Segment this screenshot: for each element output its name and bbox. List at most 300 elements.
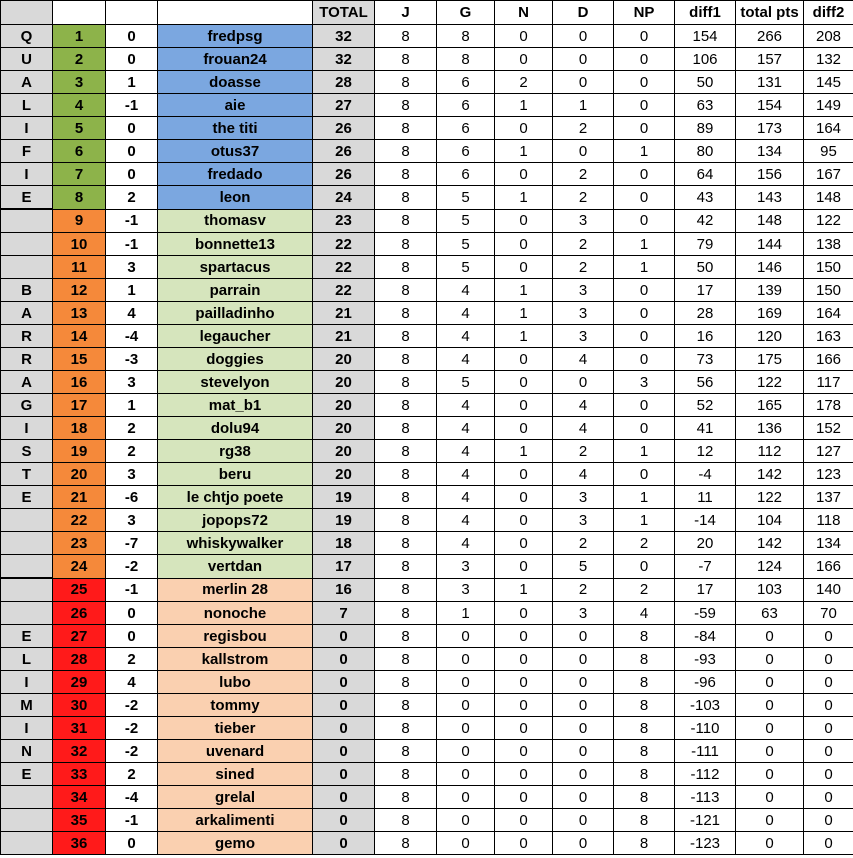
group-label-letter <box>1 602 53 625</box>
n-cell: 0 <box>495 694 553 717</box>
j-cell: 8 <box>375 486 437 509</box>
rank-cell: 20 <box>53 463 106 486</box>
movement-cell: 3 <box>106 371 158 394</box>
diff1-cell: 52 <box>675 394 736 417</box>
player-name-cell: nonoche <box>158 602 313 625</box>
diff2-cell: 122 <box>804 209 853 233</box>
np-cell: 0 <box>614 117 675 140</box>
g-cell: 8 <box>437 48 495 71</box>
diff2-cell: 148 <box>804 186 853 210</box>
rank-cell: 28 <box>53 648 106 671</box>
j-cell: 8 <box>375 786 437 809</box>
n-cell: 0 <box>495 555 553 579</box>
diff2-cell: 140 <box>804 578 853 602</box>
diff2-cell: 163 <box>804 325 853 348</box>
movement-cell: 0 <box>106 602 158 625</box>
rank-cell: 23 <box>53 532 106 555</box>
total-pts-cell: 144 <box>736 233 804 256</box>
total-cell: 0 <box>313 671 375 694</box>
player-name-cell: doggies <box>158 348 313 371</box>
group-label-letter: M <box>1 694 53 717</box>
movement-cell: -1 <box>106 233 158 256</box>
g-cell: 0 <box>437 740 495 763</box>
table-row <box>1 371 853 394</box>
total-cell: 20 <box>313 463 375 486</box>
d-cell: 4 <box>553 348 614 371</box>
n-cell: 0 <box>495 25 553 48</box>
group-label-letter: T <box>1 463 53 486</box>
total-pts-cell: 136 <box>736 417 804 440</box>
player-name-cell: frouan24 <box>158 48 313 71</box>
j-cell: 8 <box>375 117 437 140</box>
rank-cell: 32 <box>53 740 106 763</box>
j-cell: 8 <box>375 463 437 486</box>
n-cell: 0 <box>495 463 553 486</box>
g-cell: 5 <box>437 233 495 256</box>
rank-cell: 5 <box>53 117 106 140</box>
player-name-cell: le chtjo poete <box>158 486 313 509</box>
diff1-cell: -7 <box>675 555 736 579</box>
n-cell: 0 <box>495 717 553 740</box>
player-name-cell: fredado <box>158 163 313 186</box>
diff2-cell: 0 <box>804 740 853 763</box>
j-cell: 8 <box>375 763 437 786</box>
g-cell: 4 <box>437 509 495 532</box>
diff1-cell: -121 <box>675 809 736 832</box>
g-cell: 4 <box>437 440 495 463</box>
player-name-cell: merlin 28 <box>158 578 313 602</box>
d-cell: 2 <box>553 256 614 279</box>
group-label-letter <box>1 832 53 855</box>
total-cell: 21 <box>313 302 375 325</box>
np-cell: 8 <box>614 763 675 786</box>
j-cell: 8 <box>375 233 437 256</box>
total-pts-cell: 131 <box>736 71 804 94</box>
total-pts-cell: 0 <box>736 671 804 694</box>
j-cell: 8 <box>375 186 437 210</box>
group-label-letter: I <box>1 417 53 440</box>
d-cell: 0 <box>553 625 614 648</box>
diff2-cell: 137 <box>804 486 853 509</box>
n-cell: 0 <box>495 486 553 509</box>
total-pts-cell: 0 <box>736 832 804 855</box>
header-rank <box>53 1 106 25</box>
total-pts-cell: 0 <box>736 786 804 809</box>
group-label-letter: A <box>1 371 53 394</box>
movement-cell: 0 <box>106 25 158 48</box>
rank-cell: 10 <box>53 233 106 256</box>
np-cell: 0 <box>614 302 675 325</box>
g-cell: 6 <box>437 94 495 117</box>
table-row <box>1 694 853 717</box>
rank-cell: 30 <box>53 694 106 717</box>
table-row <box>1 140 853 163</box>
diff1-cell: 28 <box>675 302 736 325</box>
diff2-cell: 0 <box>804 694 853 717</box>
np-cell: 1 <box>614 233 675 256</box>
j-cell: 8 <box>375 348 437 371</box>
rank-cell: 36 <box>53 832 106 855</box>
g-cell: 4 <box>437 417 495 440</box>
g-cell: 1 <box>437 602 495 625</box>
j-cell: 8 <box>375 394 437 417</box>
np-cell: 0 <box>614 209 675 233</box>
total-cell: 0 <box>313 740 375 763</box>
table-row <box>1 648 853 671</box>
diff1-cell: -111 <box>675 740 736 763</box>
total-cell: 22 <box>313 256 375 279</box>
header-g: G <box>437 1 495 25</box>
player-name-cell: dolu94 <box>158 417 313 440</box>
table-row <box>1 671 853 694</box>
table-row <box>1 94 853 117</box>
player-name-cell: pailladinho <box>158 302 313 325</box>
diff2-cell: 0 <box>804 763 853 786</box>
diff2-cell: 138 <box>804 233 853 256</box>
player-name-cell: lubo <box>158 671 313 694</box>
d-cell: 4 <box>553 417 614 440</box>
total-cell: 22 <box>313 233 375 256</box>
g-cell: 5 <box>437 256 495 279</box>
g-cell: 0 <box>437 809 495 832</box>
diff2-cell: 70 <box>804 602 853 625</box>
group-label-letter: F <box>1 140 53 163</box>
rank-cell: 24 <box>53 555 106 579</box>
diff1-cell: 64 <box>675 163 736 186</box>
diff2-cell: 118 <box>804 509 853 532</box>
diff1-cell: 80 <box>675 140 736 163</box>
n-cell: 0 <box>495 532 553 555</box>
total-pts-cell: 0 <box>736 625 804 648</box>
table-row <box>1 117 853 140</box>
j-cell: 8 <box>375 694 437 717</box>
rank-cell: 25 <box>53 578 106 602</box>
diff2-cell: 123 <box>804 463 853 486</box>
table-row <box>1 325 853 348</box>
np-cell: 0 <box>614 417 675 440</box>
table-row <box>1 302 853 325</box>
total-cell: 20 <box>313 417 375 440</box>
movement-cell: -6 <box>106 486 158 509</box>
header-total: TOTAL <box>313 1 375 25</box>
diff2-cell: 132 <box>804 48 853 71</box>
total-pts-cell: 120 <box>736 325 804 348</box>
j-cell: 8 <box>375 809 437 832</box>
g-cell: 6 <box>437 71 495 94</box>
total-pts-cell: 0 <box>736 763 804 786</box>
total-pts-cell: 154 <box>736 94 804 117</box>
g-cell: 4 <box>437 279 495 302</box>
diff1-cell: 41 <box>675 417 736 440</box>
g-cell: 4 <box>437 348 495 371</box>
header-n: N <box>495 1 553 25</box>
table-row <box>1 717 853 740</box>
diff2-cell: 0 <box>804 671 853 694</box>
player-name-cell: gemo <box>158 832 313 855</box>
movement-cell: 0 <box>106 625 158 648</box>
total-pts-cell: 175 <box>736 348 804 371</box>
d-cell: 0 <box>553 763 614 786</box>
j-cell: 8 <box>375 163 437 186</box>
diff1-cell: -112 <box>675 763 736 786</box>
j-cell: 8 <box>375 555 437 579</box>
rank-cell: 26 <box>53 602 106 625</box>
g-cell: 0 <box>437 763 495 786</box>
movement-cell: 4 <box>106 671 158 694</box>
d-cell: 4 <box>553 394 614 417</box>
player-name-cell: thomasv <box>158 209 313 233</box>
group-label-letter <box>1 509 53 532</box>
table-row <box>1 25 853 48</box>
movement-cell: 3 <box>106 463 158 486</box>
g-cell: 0 <box>437 694 495 717</box>
rank-cell: 3 <box>53 71 106 94</box>
g-cell: 0 <box>437 625 495 648</box>
total-pts-cell: 266 <box>736 25 804 48</box>
rank-cell: 34 <box>53 786 106 809</box>
d-cell: 2 <box>553 117 614 140</box>
np-cell: 8 <box>614 786 675 809</box>
player-name-cell: doasse <box>158 71 313 94</box>
player-name-cell: tieber <box>158 717 313 740</box>
d-cell: 3 <box>553 302 614 325</box>
j-cell: 8 <box>375 740 437 763</box>
diff1-cell: -4 <box>675 463 736 486</box>
total-cell: 32 <box>313 48 375 71</box>
n-cell: 0 <box>495 48 553 71</box>
d-cell: 2 <box>553 440 614 463</box>
np-cell: 8 <box>614 694 675 717</box>
movement-cell: -1 <box>106 209 158 233</box>
n-cell: 0 <box>495 625 553 648</box>
total-cell: 20 <box>313 348 375 371</box>
n-cell: 0 <box>495 740 553 763</box>
np-cell: 0 <box>614 325 675 348</box>
j-cell: 8 <box>375 140 437 163</box>
group-label-letter: Q <box>1 25 53 48</box>
diff1-cell: -103 <box>675 694 736 717</box>
total-pts-cell: 143 <box>736 186 804 210</box>
j-cell: 8 <box>375 602 437 625</box>
np-cell: 0 <box>614 94 675 117</box>
j-cell: 8 <box>375 302 437 325</box>
g-cell: 5 <box>437 186 495 210</box>
g-cell: 8 <box>437 25 495 48</box>
rank-cell: 35 <box>53 809 106 832</box>
n-cell: 0 <box>495 509 553 532</box>
diff1-cell: 79 <box>675 233 736 256</box>
g-cell: 3 <box>437 578 495 602</box>
d-cell: 0 <box>553 694 614 717</box>
player-name-cell: the titi <box>158 117 313 140</box>
movement-cell: 2 <box>106 648 158 671</box>
rank-cell: 29 <box>53 671 106 694</box>
n-cell: 1 <box>495 279 553 302</box>
j-cell: 8 <box>375 371 437 394</box>
d-cell: 0 <box>553 140 614 163</box>
d-cell: 0 <box>553 786 614 809</box>
movement-cell: -2 <box>106 694 158 717</box>
g-cell: 6 <box>437 117 495 140</box>
j-cell: 8 <box>375 625 437 648</box>
total-cell: 7 <box>313 602 375 625</box>
table-row <box>1 440 853 463</box>
rank-cell: 21 <box>53 486 106 509</box>
n-cell: 0 <box>495 117 553 140</box>
j-cell: 8 <box>375 832 437 855</box>
np-cell: 3 <box>614 371 675 394</box>
np-cell: 0 <box>614 163 675 186</box>
d-cell: 0 <box>553 48 614 71</box>
d-cell: 0 <box>553 809 614 832</box>
j-cell: 8 <box>375 509 437 532</box>
np-cell: 8 <box>614 625 675 648</box>
diff1-cell: 73 <box>675 348 736 371</box>
header-np: NP <box>614 1 675 25</box>
n-cell: 0 <box>495 209 553 233</box>
diff2-cell: 117 <box>804 371 853 394</box>
player-name-cell: fredpsg <box>158 25 313 48</box>
total-cell: 28 <box>313 71 375 94</box>
diff1-cell: 106 <box>675 48 736 71</box>
total-pts-cell: 142 <box>736 463 804 486</box>
diff1-cell: 63 <box>675 94 736 117</box>
player-name-cell: grelal <box>158 786 313 809</box>
rank-cell: 6 <box>53 140 106 163</box>
n-cell: 0 <box>495 671 553 694</box>
player-name-cell: legaucher <box>158 325 313 348</box>
g-cell: 3 <box>437 555 495 579</box>
j-cell: 8 <box>375 671 437 694</box>
d-cell: 0 <box>553 832 614 855</box>
rank-cell: 33 <box>53 763 106 786</box>
movement-cell: 0 <box>106 163 158 186</box>
diff2-cell: 0 <box>804 717 853 740</box>
table-row <box>1 48 853 71</box>
header-j: J <box>375 1 437 25</box>
total-pts-cell: 124 <box>736 555 804 579</box>
np-cell: 1 <box>614 440 675 463</box>
diff1-cell: 89 <box>675 117 736 140</box>
diff2-cell: 95 <box>804 140 853 163</box>
total-cell: 0 <box>313 717 375 740</box>
g-cell: 0 <box>437 671 495 694</box>
total-cell: 20 <box>313 440 375 463</box>
diff2-cell: 145 <box>804 71 853 94</box>
player-name-cell: mat_b1 <box>158 394 313 417</box>
diff1-cell: -59 <box>675 602 736 625</box>
n-cell: 0 <box>495 417 553 440</box>
player-name-cell: arkalimenti <box>158 809 313 832</box>
d-cell: 0 <box>553 740 614 763</box>
player-name-cell: spartacus <box>158 256 313 279</box>
total-cell: 18 <box>313 532 375 555</box>
total-pts-cell: 169 <box>736 302 804 325</box>
movement-cell: -2 <box>106 740 158 763</box>
g-cell: 4 <box>437 325 495 348</box>
n-cell: 0 <box>495 809 553 832</box>
group-label-letter: E <box>1 625 53 648</box>
n-cell: 1 <box>495 578 553 602</box>
np-cell: 8 <box>614 809 675 832</box>
diff2-cell: 0 <box>804 625 853 648</box>
table-row <box>1 532 853 555</box>
rank-cell: 18 <box>53 417 106 440</box>
diff2-cell: 167 <box>804 163 853 186</box>
player-name-cell: jopops72 <box>158 509 313 532</box>
j-cell: 8 <box>375 717 437 740</box>
diff1-cell: -113 <box>675 786 736 809</box>
rank-cell: 13 <box>53 302 106 325</box>
diff2-cell: 166 <box>804 555 853 579</box>
total-cell: 20 <box>313 394 375 417</box>
n-cell: 0 <box>495 648 553 671</box>
np-cell: 0 <box>614 279 675 302</box>
diff1-cell: 50 <box>675 71 736 94</box>
diff1-cell: -96 <box>675 671 736 694</box>
np-cell: 1 <box>614 509 675 532</box>
group-label-letter: B <box>1 279 53 302</box>
rank-cell: 4 <box>53 94 106 117</box>
group-label-letter: I <box>1 717 53 740</box>
n-cell: 1 <box>495 140 553 163</box>
n-cell: 0 <box>495 233 553 256</box>
diff2-cell: 150 <box>804 256 853 279</box>
total-cell: 19 <box>313 509 375 532</box>
table-row <box>1 233 853 256</box>
rank-cell: 19 <box>53 440 106 463</box>
group-label-letter <box>1 555 53 579</box>
movement-cell: 2 <box>106 417 158 440</box>
table-row <box>1 256 853 279</box>
np-cell: 8 <box>614 648 675 671</box>
n-cell: 1 <box>495 302 553 325</box>
d-cell: 0 <box>553 371 614 394</box>
player-name-cell: uvenard <box>158 740 313 763</box>
group-label-letter <box>1 809 53 832</box>
d-cell: 5 <box>553 555 614 579</box>
j-cell: 8 <box>375 209 437 233</box>
j-cell: 8 <box>375 94 437 117</box>
diff2-cell: 134 <box>804 532 853 555</box>
header-move <box>106 1 158 25</box>
np-cell: 0 <box>614 555 675 579</box>
movement-cell: -4 <box>106 786 158 809</box>
j-cell: 8 <box>375 325 437 348</box>
np-cell: 8 <box>614 740 675 763</box>
d-cell: 0 <box>553 671 614 694</box>
movement-cell: -1 <box>106 578 158 602</box>
header-row <box>1 1 853 25</box>
diff1-cell: 16 <box>675 325 736 348</box>
rank-cell: 8 <box>53 186 106 210</box>
group-label-letter: R <box>1 325 53 348</box>
rank-cell: 1 <box>53 25 106 48</box>
d-cell: 2 <box>553 233 614 256</box>
table-row <box>1 740 853 763</box>
d-cell: 3 <box>553 486 614 509</box>
total-pts-cell: 134 <box>736 140 804 163</box>
group-label-letter: I <box>1 163 53 186</box>
g-cell: 6 <box>437 140 495 163</box>
np-cell: 0 <box>614 186 675 210</box>
movement-cell: -3 <box>106 348 158 371</box>
group-label-letter: I <box>1 671 53 694</box>
n-cell: 0 <box>495 394 553 417</box>
diff2-cell: 149 <box>804 94 853 117</box>
group-label-letter <box>1 786 53 809</box>
rank-cell: 31 <box>53 717 106 740</box>
